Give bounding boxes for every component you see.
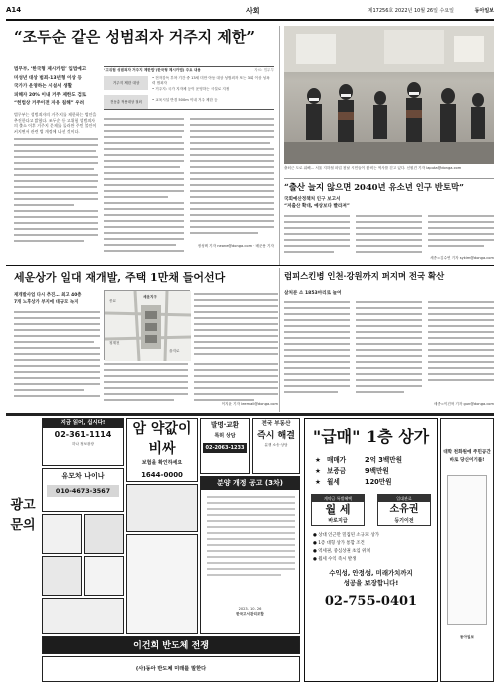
ad-note: 분쟁 소송·상담 — [264, 443, 288, 447]
ad-phone: 1644-0000 — [141, 471, 183, 479]
page-number: A14 — [6, 6, 22, 14]
ad-feature-boxes — [305, 494, 437, 526]
ad-phone: 010-4673-3567 — [47, 485, 119, 497]
map-label: 종묘 — [109, 299, 116, 303]
ad-bullet: ● 1층 대형 상가 통합 조건 — [313, 541, 365, 546]
ad-store-prices — [315, 455, 427, 488]
ad-title: 분양 개정 공고 (3차) — [201, 477, 299, 490]
page-header — [6, 6, 494, 18]
story2-headline: “출산 늘지 않으면 2040년 유소년 인구 반토막” — [284, 182, 464, 192]
ad-feature-label: 계약금 특별혜택 — [312, 495, 364, 502]
ad-notice-lines — [201, 493, 300, 603]
story3-subheads — [14, 292, 100, 306]
ad-feature-label: 입대관료 — [378, 495, 430, 502]
story1-body-col-3 — [190, 116, 274, 256]
story4-headline: 럼피스킨병 인천·강원까지 퍼지며 전국 확산 — [284, 271, 445, 281]
ad-box-small — [42, 514, 82, 554]
ad-image-frame — [447, 475, 487, 625]
newspaper-brand: 동아일보 — [474, 8, 494, 14]
map-label: 을지로 — [169, 349, 180, 353]
table-row-label: 거주지 제한 대상 — [104, 76, 148, 90]
ad-subtitle: 특허 상담 — [214, 433, 236, 439]
story1-subhead: 국가가 운영하는 시설서 생활 — [14, 84, 73, 89]
ad-box — [42, 598, 124, 634]
ad-store-phone: 02-755-0401 — [324, 594, 418, 609]
ad-box — [200, 418, 250, 474]
story3-map — [104, 290, 190, 360]
story2-byline: 세종=김수연 기자 sykim@donga.com — [430, 256, 494, 260]
map-label: 세운지구 — [143, 295, 157, 299]
ad-feature-sub: 등기이전 — [394, 518, 414, 524]
section-name: 사회 — [246, 7, 260, 15]
ad-bullet: ● 상대 인근만 밀집된 소규모 상가 — [313, 533, 379, 538]
story3-body-lines-col1 — [14, 310, 100, 404]
story1-subhead: 미성년 대상 범죄-13년형 이상 등 — [14, 75, 82, 81]
ad-inquiry-line2: 문의 — [10, 518, 36, 533]
table-row-value: • 전자감독 부착 기간 중 13세 미만 아동 대상 성범죄자 또는 3회 이상 성폭력 범죄자 — [152, 76, 270, 86]
story3-body-lines-col3 — [194, 292, 278, 360]
story1-headline: “조두순 같은 성범죄자 거주지 제한” — [14, 28, 256, 46]
story1-body-col-1 — [14, 112, 98, 256]
ad-price-row — [315, 466, 427, 477]
header-rule — [6, 19, 494, 21]
story3-subhead: 재개발사업 다시 추진… 최고 40층 — [14, 293, 82, 298]
ad-notice-box — [200, 476, 300, 634]
story1-byline: 정성택 기자 neone@donga.com · 배준용 기자 — [197, 244, 274, 248]
table-source: 자료: 법무부 — [254, 68, 274, 72]
ad-price-key: 보증금 — [327, 467, 347, 475]
ad-subtitle: 바로 당신이기를! — [449, 458, 485, 463]
story4-subhead: 살처분 소 1853마리로 늘어 — [284, 291, 342, 296]
ad-feature-rent — [311, 494, 365, 526]
ad-box — [126, 534, 198, 634]
ad-price-row — [315, 477, 427, 488]
ad-box — [252, 418, 300, 474]
ad-slogan: 성공을 보장합니다! — [343, 579, 399, 587]
story2-subhead: 국회예산정책처 인구 보고서 — [284, 197, 341, 202]
column-divider — [279, 26, 280, 266]
story1-subhead: 피해자 20% 이내 거주 제한도 검토 — [14, 92, 87, 98]
ad-price-key: 월세 — [327, 478, 340, 486]
ad-subtitle: 하나 정보광장 — [72, 442, 94, 446]
news-photo-subway-crowd — [284, 26, 494, 164]
ad-brand: 동아일보 — [460, 635, 474, 639]
ad-feature-sub: 바로지급 — [328, 518, 348, 524]
story1-subheads — [14, 66, 98, 109]
ad-feature-main: 소유권 — [389, 504, 419, 515]
story1-body-col-2 — [104, 116, 184, 256]
story1-info-table — [104, 66, 274, 110]
ad-price-value: 120만원 — [365, 478, 392, 486]
ad-price-value: 9백만원 — [365, 467, 389, 475]
ad-phone: 02-2063-1233 — [203, 443, 247, 453]
ad-box — [42, 418, 124, 466]
star-icon: ★ — [315, 456, 321, 464]
ad-box — [126, 484, 198, 532]
ad-section-rule — [6, 413, 494, 416]
ad-title: 암 약값이 비싸 — [132, 421, 192, 457]
ad-box — [42, 468, 124, 512]
table-row-label: 전동총 적용대상 절외 — [104, 95, 148, 109]
body-text-lines — [14, 136, 98, 246]
ad-box-small — [84, 556, 124, 596]
ad-price-value: 2억 3백만원 — [365, 456, 402, 464]
ad-date: 2023. 10. 26 — [238, 607, 262, 611]
ad-box-right — [440, 418, 494, 682]
ad-feature-ownership — [377, 494, 431, 526]
story2-body-lines — [284, 214, 494, 258]
ad-box-small — [84, 514, 124, 554]
ad-issuer: 한국고서관리조합 — [236, 612, 264, 617]
photo-figures — [284, 26, 494, 164]
story1-subhead: 법무부, ‘한국형 제시카법’ 입법예고 — [14, 67, 87, 72]
issue-date: 제17256호 2022년 10월 26일 수요일 — [367, 8, 454, 14]
story3-byline: 이지윤 기자 leemail@donga.com — [221, 402, 278, 406]
table-title: ‘고위험 성범죄자 거주지 제한법’(한국형 제시카법) 주요 내용 — [104, 68, 201, 72]
ad-store-sale — [304, 418, 438, 682]
star-icon: ★ — [315, 478, 321, 486]
story3-headline: 세운상가 일대 재개발, 주택 1만채 들어선다 — [14, 271, 226, 284]
table-row-value: • 교육시설 반경 500m 이내 거주 제한 등 — [152, 98, 218, 102]
story1-subhead: “헌법상 거주이전 자유 침해” 우려 — [14, 101, 85, 106]
ad-title: 지금 읽어, 십시다! — [43, 419, 123, 428]
story3-subhead: 7개 노후상가 부지에 대규모 녹지 — [14, 300, 79, 305]
table-row-value: • 거주지: 국가 지자체 등이 운영하는 시설로 지정 — [152, 87, 230, 91]
column-divider — [279, 268, 280, 412]
body-text-lines — [104, 116, 184, 256]
story4-byline: 세종=이건혁 기자 gun@donga.com — [433, 402, 494, 406]
ad-book-banner — [42, 636, 300, 654]
ad-title: 대학 천화원에 주민공간 — [443, 450, 491, 455]
ad-inquiry-label — [6, 418, 40, 684]
section-rule — [6, 265, 494, 266]
ad-bullet: ● 역세권, 중심상권 초입 위치 — [313, 549, 371, 554]
photo-caption: 출퇴근 도로 위해… 서울 지하철 파업 첫날 시민들이 붐비는 역사를 걷고 있다. 신원건 기자 laputa@donga.com — [284, 166, 462, 170]
ad-inquiry-line1: 광고 — [10, 498, 36, 513]
star-icon: ★ — [315, 467, 321, 475]
ad-box-small — [42, 556, 82, 596]
ad-book-subtitle: (사)동아 반도체 미래를 말한다 — [135, 666, 207, 672]
ad-subtitle: 즉시 해결 — [257, 431, 295, 441]
ad-title: 발명·교환 — [211, 421, 239, 429]
ad-price-row — [315, 455, 427, 466]
story4-body-lines — [284, 300, 494, 400]
ad-phone: 02-361-1114 — [54, 430, 112, 439]
ad-bullet: ● 월세 수익 즉시 발생 — [313, 557, 357, 562]
story2-top-rule — [284, 178, 494, 179]
ad-subtitle: 보험을 확인하세요 — [141, 460, 183, 466]
ad-feature-main: 월 세 — [325, 503, 351, 516]
ad-store-title: "급매" 1층 상가 — [312, 427, 430, 446]
ad-box — [126, 418, 198, 482]
ad-book-sub — [42, 656, 300, 682]
ad-bullets — [313, 532, 429, 564]
story3-body-lines-col2 — [104, 362, 278, 406]
ad-title: 유모차 나이나 — [61, 472, 105, 480]
body-text-lines — [190, 116, 274, 244]
story1-body-lead: 법무부는 성범죄자의 거주지를 제한하는 법안을 추진한다고 밝혔다. 조두순 등 고위험 성범죄자의 출소 이후 거주지 문제를 둘러싼 주민 불안이 커지면서 관련 법 개정에 나선 것이다. — [14, 112, 97, 134]
ad-price-key: 매매가 — [327, 456, 347, 464]
ad-book-title: 이건희 반도체 전쟁 — [133, 641, 209, 651]
ad-title: 전국 부동산 — [261, 421, 291, 427]
ad-slogan: 수익성, 안정성, 미래가치까지 — [329, 569, 413, 577]
story2-subheads — [284, 196, 358, 210]
map-label: 청계천 — [109, 341, 120, 345]
story2-subhead: “저출산 확대, 예상보다 빨라져” — [284, 204, 350, 209]
